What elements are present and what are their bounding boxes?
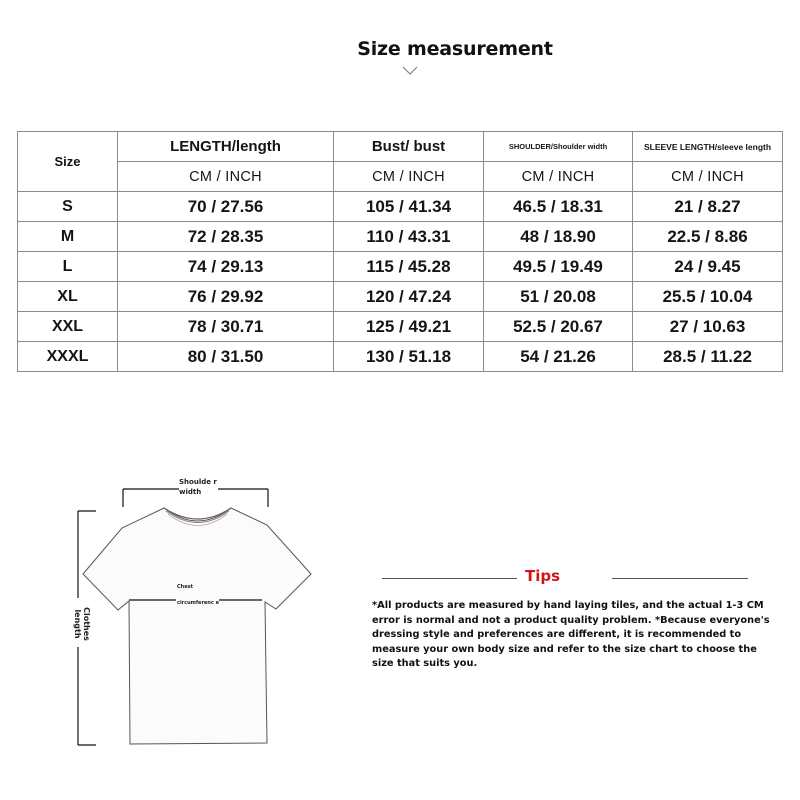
table-header-row: [18, 132, 783, 162]
shoulder-cell: 54 / 21.26: [484, 342, 633, 372]
length-cell: 80 / 31.50: [118, 342, 334, 372]
unit-label: CM / INCH: [633, 162, 783, 192]
page-title: Size measurement: [357, 38, 553, 60]
tips-text: *All products are measured by hand laying tiles, and the actual 1-3 CM error is normal and not a product quality problem. *Because everyone's dressing style and preferences are different, it is recommended to measure your own body size and refer to the size chart to choose the size that suits you.: [372, 600, 770, 669]
bust-cell: 125 / 49.21: [334, 312, 484, 342]
column-header-bust: Bust/ bust: [334, 132, 484, 162]
table-row: [18, 222, 783, 252]
divider: [612, 578, 748, 579]
size-cell: XL: [18, 282, 118, 312]
bust-cell: 110 / 43.31: [334, 222, 484, 252]
bust-cell: 105 / 41.34: [334, 192, 484, 222]
table-unit-row: [18, 162, 783, 192]
unit-label: CM / INCH: [484, 162, 633, 192]
sleeve-cell: 28.5 / 11.22: [633, 342, 783, 372]
chevron-down-icon: [402, 66, 418, 76]
table-row: [18, 312, 783, 342]
shoulder-cell: 49.5 / 19.49: [484, 252, 633, 282]
size-table: [17, 131, 783, 372]
sleeve-cell: 25.5 / 10.04: [633, 282, 783, 312]
unit-label: CM / INCH: [334, 162, 484, 192]
bust-cell: 115 / 45.28: [334, 252, 484, 282]
chest-label-line1: Chest: [177, 584, 193, 590]
column-header-sleeve: SLEEVE LENGTH/sleeve length: [633, 132, 783, 162]
sleeve-cell: 21 / 8.27: [633, 192, 783, 222]
size-cell: XXL: [18, 312, 118, 342]
length-cell: 70 / 27.56: [118, 192, 334, 222]
sleeve-cell: 27 / 10.63: [633, 312, 783, 342]
shoulder-cell: 51 / 20.08: [484, 282, 633, 312]
length-cell: 72 / 28.35: [118, 222, 334, 252]
bust-cell: 130 / 51.18: [334, 342, 484, 372]
size-cell: XXXL: [18, 342, 118, 372]
table-row: [18, 282, 783, 312]
tshirt-diagram: [0, 470, 340, 770]
shoulder-cell: 48 / 18.90: [484, 222, 633, 252]
size-cell: M: [18, 222, 118, 252]
clothes-length-label: Clothes length: [73, 607, 91, 641]
chest-label-line2: circumferenc e: [177, 600, 219, 606]
shoulder-width-label: Shoulde r width: [179, 478, 217, 496]
column-header-shoulder: SHOULDER/Shoulder width: [484, 132, 633, 162]
tips-header: [372, 566, 782, 590]
size-cell: L: [18, 252, 118, 282]
column-header-length: LENGTH/length: [118, 132, 334, 162]
sleeve-cell: 24 / 9.45: [633, 252, 783, 282]
tips-section: [372, 566, 782, 669]
chest-circumference-label: [177, 583, 221, 607]
shoulder-cell: 52.5 / 20.67: [484, 312, 633, 342]
unit-label: CM / INCH: [118, 162, 334, 192]
size-cell: S: [18, 192, 118, 222]
table-row: [18, 252, 783, 282]
bust-cell: 120 / 47.24: [334, 282, 484, 312]
length-cell: 76 / 29.92: [118, 282, 334, 312]
tshirt-outline-icon: [83, 508, 311, 744]
length-cell: 74 / 29.13: [118, 252, 334, 282]
shoulder-cell: 46.5 / 18.31: [484, 192, 633, 222]
sleeve-cell: 22.5 / 8.86: [633, 222, 783, 252]
divider: [382, 578, 517, 579]
tips-heading: Tips: [525, 567, 561, 585]
length-cell: 78 / 30.71: [118, 312, 334, 342]
table-row: [18, 342, 783, 372]
size-column-header: Size: [18, 132, 118, 192]
table-row: [18, 192, 783, 222]
